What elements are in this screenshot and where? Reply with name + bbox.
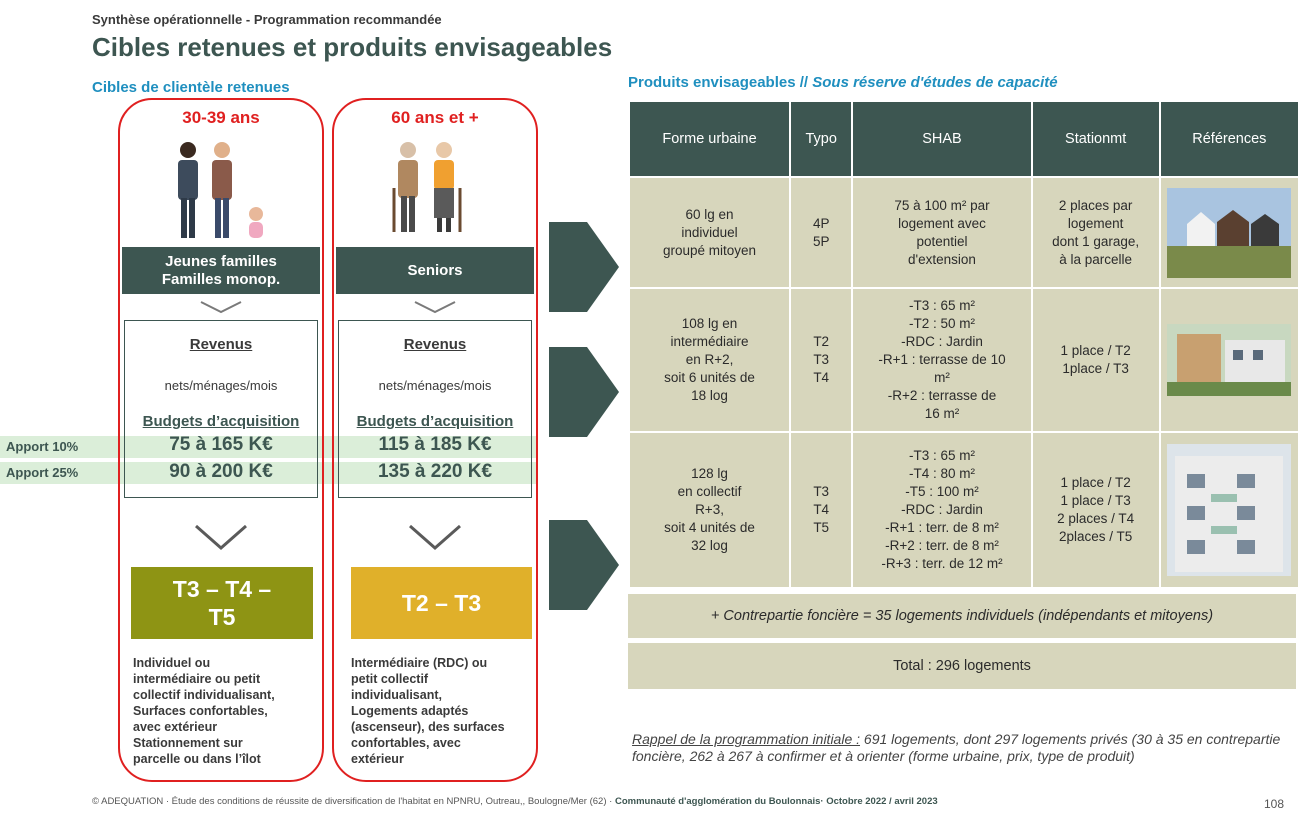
target-description: Intermédiaire (RDC) ou petit collectif individualisant, Logements adaptés (ascenseur), des surfaces confortables, avec extérieur: [351, 656, 505, 766]
page-number: 108: [1264, 797, 1285, 811]
target-description: Individuel ou intermédiaire ou petit collectif individualisant, Surfaces confortables, avec extérieur Stationnement sur parcelle ou dans l’îlot: [133, 656, 275, 766]
seniors-illustration: [388, 138, 468, 234]
chevron-down-icon: [407, 523, 463, 551]
contrepartie-row: + Contrepartie foncière = 35 logements individuels (indépendants et mitoyens): [628, 594, 1296, 638]
cell-shab: 75 à 100 m² par logement avec potentiel d'extension: [853, 178, 1030, 287]
apport-25-label: Apport 25%: [6, 465, 79, 480]
target-age: 60 ans et +: [391, 108, 479, 127]
rappel-note: Rappel de la programmation initiale : 691 logements, dont 297 logements privés (30 à 35 en contrepartie foncière, 262 à 267 à confirmer et à orienter (forme urbaine, prix, type de produit): [632, 731, 1281, 764]
arrow-right-icon: [549, 347, 619, 437]
header-forme-urbaine: Forme urbaine: [630, 102, 789, 176]
budget-apport-25: 135 à 220 K€: [377, 461, 493, 482]
budget-label: Budgets d’acquisition: [356, 413, 514, 430]
cell-reference: [1161, 289, 1298, 431]
table-row: [630, 433, 1298, 587]
footer: © ADEQUATION · Étude des conditions de réussite de diversification de l'habitat en NPNRU, Outreau,, Boulogne/Mer (62) · Communauté d'agglomération du Boulonnais· Octobre 2022 / avril 2023: [92, 796, 938, 807]
revenus-unit: nets/ménages/mois: [164, 378, 278, 393]
header-references: Références: [1161, 102, 1298, 176]
table-row: [630, 178, 1298, 287]
reference-photo-intermediate: [1167, 324, 1291, 396]
products-table: [628, 100, 1300, 589]
cell-typo: 4P 5P: [791, 178, 851, 287]
cell-forme: 128 lg en collectif R+3, soit 4 unités de 32 log: [630, 433, 789, 587]
target-age: 30-39 ans: [182, 108, 260, 127]
left-section-title: Cibles de clientèle retenues: [92, 79, 290, 96]
family-illustration: [165, 138, 275, 244]
cell-forme: 108 lg en intermédiaire en R+2, soit 6 unités de 18 log: [630, 289, 789, 431]
apport-10-label: Apport 10%: [6, 439, 79, 454]
chevron-down-icon: [413, 300, 457, 314]
cell-shab: -T3 : 65 m² -T4 : 80 m² -T5 : 100 m² -RDC : Jardin -R+1 : terr. de 8 m² -R+2 : terr. de 8 m² -R+3 : terr. de 12 m²: [853, 433, 1030, 587]
cell-forme: 60 lg en individuel groupé mitoyen: [630, 178, 789, 287]
total-row: Total : 296 logements: [628, 643, 1296, 689]
footer-logo: © ADEQUATION: [92, 796, 164, 807]
header-stationmt: Stationmt: [1033, 102, 1159, 176]
chevron-down-icon: [199, 300, 243, 314]
reference-photo-collective: [1167, 444, 1291, 576]
arrow-right-icon: [549, 222, 619, 312]
page-title: Cibles retenues et produits envisageables: [92, 32, 613, 62]
revenus-label: Revenus: [403, 336, 467, 353]
table-row: [630, 289, 1298, 431]
cell-stationmt: 2 places par logement dont 1 garage, à la parcelle: [1033, 178, 1159, 287]
chevron-down-icon: [193, 523, 249, 551]
revenus-label: Revenus: [189, 336, 253, 353]
typology-box: T3 – T4 – T5: [131, 567, 313, 639]
budget-apport-10: 115 à 185 K€: [378, 434, 492, 455]
typology-box: T2 – T3: [351, 567, 532, 639]
cell-reference: [1161, 178, 1298, 287]
segment-label: Jeunes familles Familles monop.: [122, 247, 320, 294]
cell-reference: [1161, 433, 1298, 587]
cell-typo: T3 T4 T5: [791, 433, 851, 587]
reference-photo-houses: [1167, 188, 1291, 278]
cell-stationmt: 1 place / T2 1place / T3: [1033, 289, 1159, 431]
cell-shab: -T3 : 65 m² -T2 : 50 m² -RDC : Jardin -R+1 : terrasse de 10 m² -R+2 : terrasse de 16 m²: [853, 289, 1030, 431]
header-shab: SHAB: [853, 102, 1030, 176]
arrow-right-icon: [549, 520, 619, 610]
supertitle: Synthèse opérationnelle - Programmation recommandée: [92, 12, 442, 27]
cell-typo: T2 T3 T4: [791, 289, 851, 431]
header-typo: Typo: [791, 102, 851, 176]
revenus-unit: nets/ménages/mois: [378, 378, 492, 393]
budget-label: Budgets d’acquisition: [142, 413, 300, 430]
right-section-title: Produits envisageables // Sous réserve d'études de capacité: [628, 74, 1058, 91]
cell-stationmt: 1 place / T2 1 place / T3 2 places / T4 2places / T5: [1033, 433, 1159, 587]
segment-label: Seniors: [336, 247, 534, 294]
budget-apport-10: 75 à 165 K€: [169, 434, 273, 455]
budget-apport-25: 90 à 200 K€: [169, 461, 273, 482]
